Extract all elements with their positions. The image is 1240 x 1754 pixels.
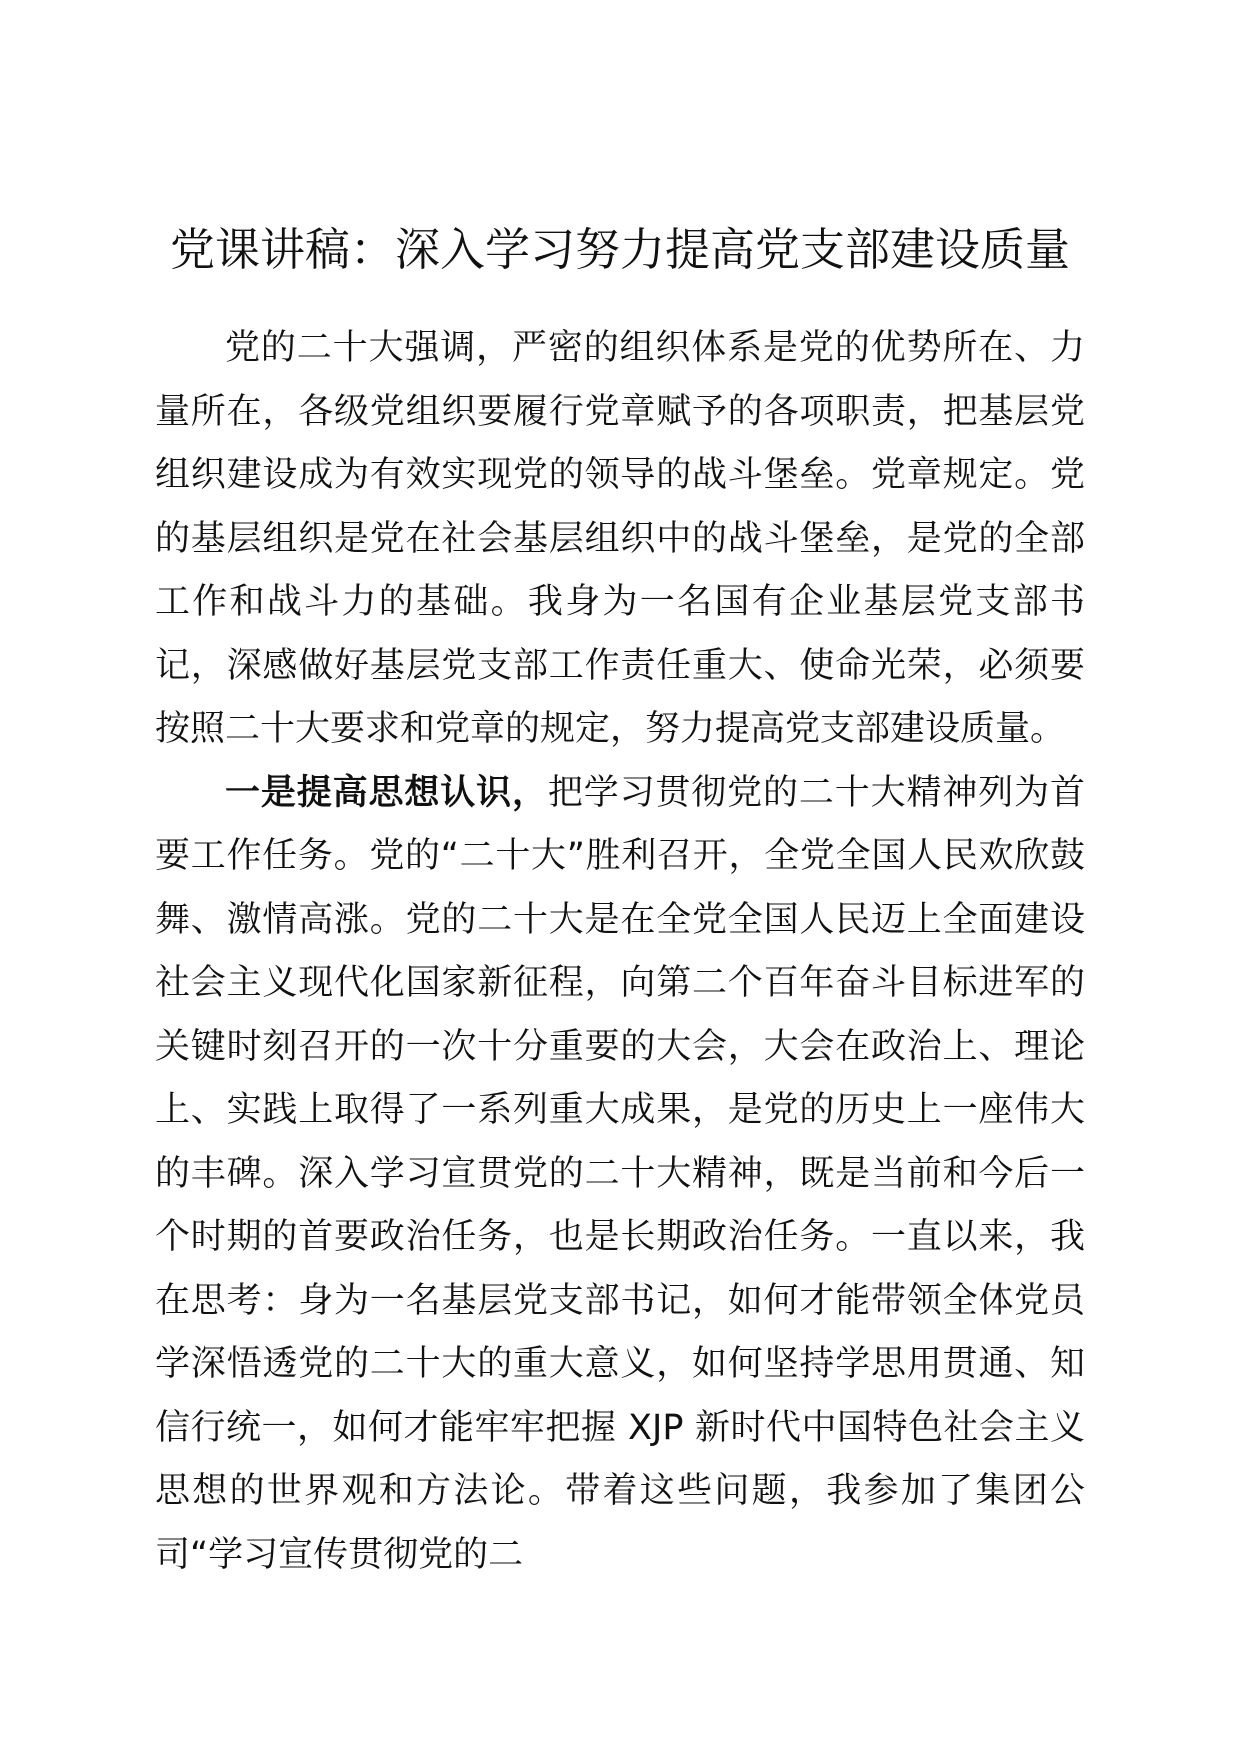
paragraph-lead: 一是提高思想认识， [225, 772, 548, 813]
paragraph-text: 把学习贯彻党的二十大精神列为首要工作任务。党的“二十大”胜利召开，全党全国人民欢欣鼓舞、激情高涨。党的二十大是在全党全国人民迈上全面建设社会主义现代化国家新征程，向第二个百年奋斗目标进军的关键时刻召开的一次十分重要的大会，大会在政治上、理论上、实践上取得了一系列重大成果，是党的历史上一座伟大的丰碑。深入学习宣贯党的二十大精神，既是当前和今后一个时期的首要政治任务，也是长期政治任务。一直以来，我在思考：身为一名基层党支部书记，如何才能带领全体党员学深悟透党的二十大的重大意义，如何坚持学思用贯通、知信行统一，如何才能牢牢把握 XJP 新时代中国特色社会主义思想的世界观和方法论。带着这些问题，我参加了集团公司“学习宣传贯彻党的二 [155, 772, 1085, 1575]
document-title: 党课讲稿：深入学习努力提高党支部建设质量 [169, 223, 1070, 276]
paragraph-intro [155, 317, 1085, 762]
paragraph-text: 党的二十大强调，严密的组织体系是党的优势所在、力量所在，各级党组织要履行党章赋予的各项职责，把基层党组织建设成为有效实现党的领导的战斗堡垒。党章规定。党的基层组织是党在社会基层组织中的战斗堡垒，是党的全部工作和战斗力的基础。我身为一名国有企业基层党支部书记，深感做好基层党支部工作责任重大、使命光荣，必须要按照二十大要求和党章的规定，努力提高党支部建设质量。 [155, 328, 1085, 749]
paragraph-point-one [155, 762, 1085, 1588]
document-body [155, 317, 1085, 1587]
